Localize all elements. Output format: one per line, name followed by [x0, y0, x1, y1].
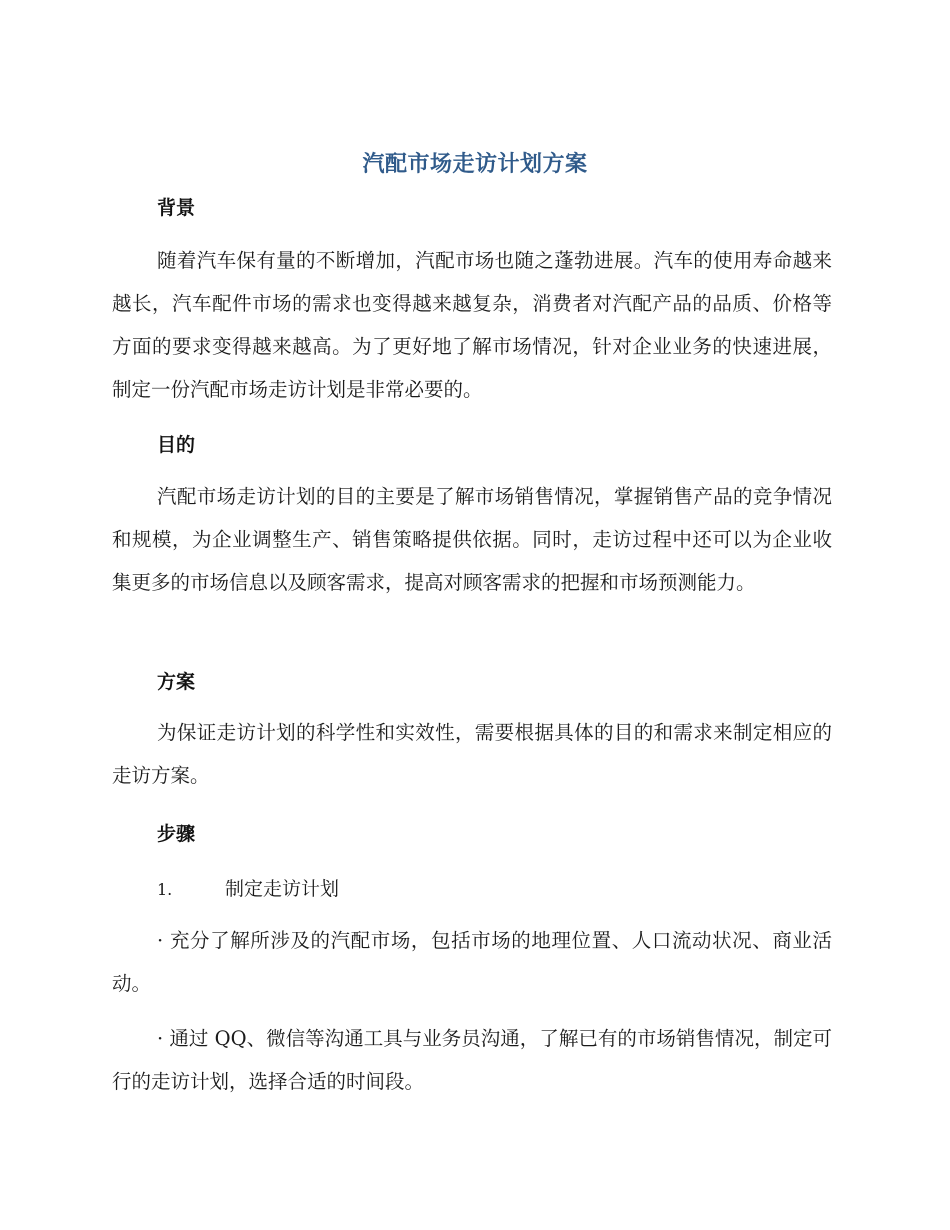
bullet-paragraph: · 通过 QQ、微信等沟通工具与业务员沟通，了解已有的市场销售情况，制定可行的走访计划，选择合适的时间段。	[112, 1027, 832, 1093]
purpose-paragraph: 汽配市场走访计划的目的主要是了解市场销售情况，掌握销售产品的竞争情况和规模，为企业调整生产、销售策略提供依据。同时，走访过程中还可以为企业收集更多的市场信息以及顾客需求，提高对顾客需求的把握和市场预测能力。	[112, 485, 832, 594]
section-heading-background: 背景	[157, 197, 196, 219]
section-heading-steps: 步骤	[157, 823, 196, 845]
plan-paragraph: 为保证走访计划的科学性和实效性，需要根据具体的目的和需求来制定相应的走访方案。	[112, 721, 832, 787]
bullet-paragraph: · 充分了解所涉及的汽配市场，包括市场的地理位置、人口流动状况、商业活动。	[112, 929, 832, 995]
list-item-number: 1.	[157, 880, 173, 899]
document-title: 汽配市场走访计划方案	[362, 152, 588, 177]
section-heading-plan: 方案	[157, 671, 196, 693]
list-item	[157, 874, 339, 901]
section-heading-purpose: 目的	[157, 434, 196, 456]
list-item-label: 制定走访计划	[225, 878, 340, 900]
background-paragraph: 随着汽车保有量的不断增加，汽配市场也随之蓬勃进展。汽车的使用寿命越来越长，汽车配件市场的需求也变得越来越复杂，消费者对汽配产品的品质、价格等方面的要求变得越来越高。为了更好地了解市场情况，针对企业业务的快速进展，制定一份汽配市场走访计划是非常必要的。	[112, 249, 832, 401]
